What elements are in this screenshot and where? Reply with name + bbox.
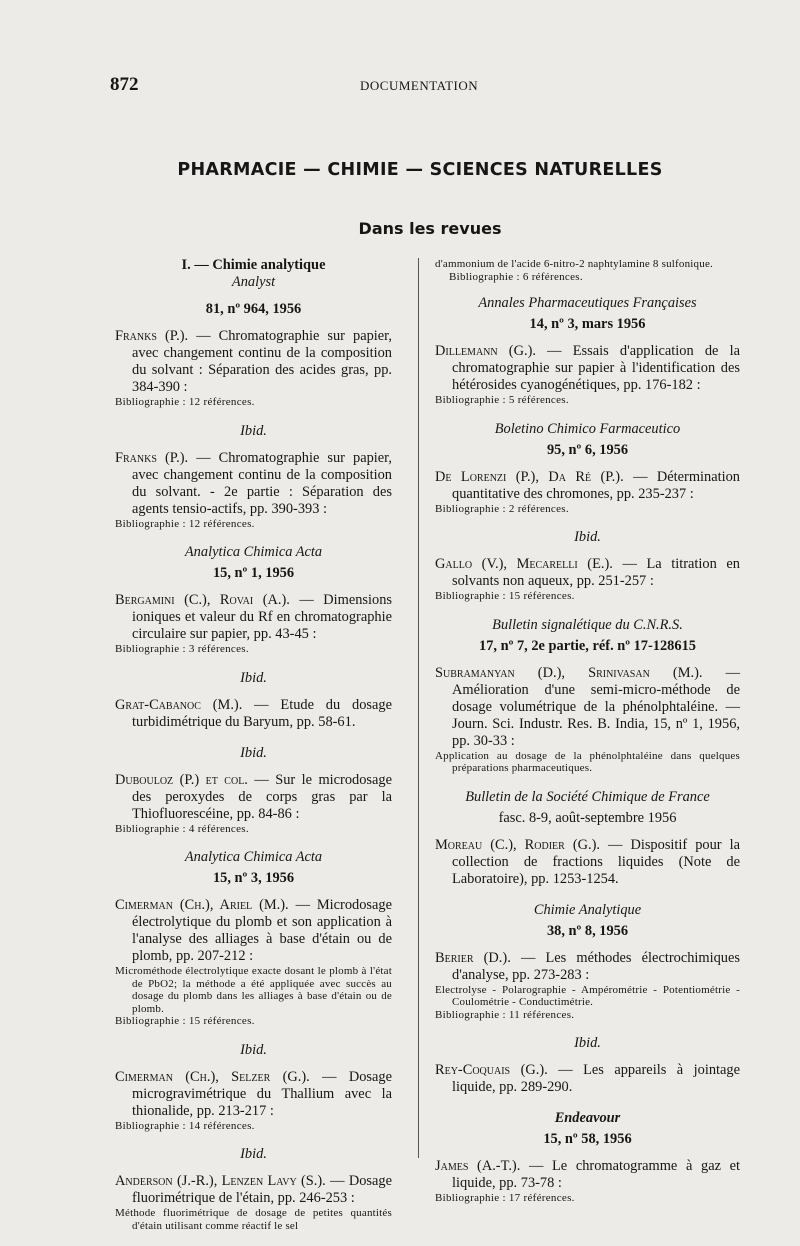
journal-title: Ibid. (240, 1041, 267, 1058)
entry-text: — Le chromatogramme à gaz et liquide, pp. 73-78 : (452, 1158, 740, 1191)
entry-text: — Les méthodes électrochimiques d'analyse, pp. 273-283 : (452, 949, 740, 983)
continued-abstract (435, 258, 740, 283)
reference-entry (115, 772, 392, 836)
subsection-title: Dans les revues (358, 219, 502, 238)
entry-bibliography: Bibliographie : 15 références. (435, 590, 575, 602)
reference-entry (115, 1173, 392, 1232)
journal-issue: 81, nº 964, 1956 (205, 301, 302, 317)
journal-title: Analytica Chimica Acta (184, 849, 323, 865)
entry-authors: Berier (D.). (435, 949, 511, 966)
entry-abstract: Microméthode électrolytique exacte dosant le plomb à l'état de PbO2; la méthode a été appliquée avec succès au dosage du plomb dans les alliages à base d'étain ou de plomb. (115, 965, 392, 1015)
entry-text: — Dosage microgravimétrique du Thallium avec la thionalide, pp. 213-217 : (132, 1068, 392, 1119)
column-divider (418, 258, 419, 1158)
entry-abstract: Méthode fluorimétrique de dosage de petites quantités d'étain utilisant comme réactif le sel (115, 1207, 392, 1232)
journal-title: Ibid. (574, 1035, 601, 1051)
entry-authors: Grat-Cabanoc (M.). (115, 696, 243, 713)
entry-bibliography: Bibliographie : 17 références. (435, 1192, 575, 1204)
journal-title: Ibid. (574, 529, 601, 545)
reference-entry (115, 897, 392, 1028)
journal-issue: 15, nº 58, 1956 (543, 1131, 632, 1147)
journal-issue: 15, nº 3, 1956 (212, 870, 295, 886)
entry-authors: Bergamini (C.), Rovai (A.). (115, 592, 290, 608)
journal-title: Bulletin de la Société Chimique de France (465, 788, 710, 805)
reference-entry (435, 343, 740, 407)
entry-text: — Chromatographie sur papier, avec changement continu de la composition du solvant. - 2e partie : Séparation des agents tensio-actifs, pp. 390-393 : (132, 449, 392, 517)
entry-authors: Subramanyan (D.), Srinivasan (M.). (435, 664, 703, 681)
entry-bibliography: Bibliographie : 3 références. (115, 643, 249, 655)
entry-text: — Amélioration d'une semi-micro-méthode de dosage volumétrique de la phénolphtaléine. — Journ. Sci. Industr. Res. B. India, 15, nº 1, 1956, pp. 30-33 : (452, 664, 740, 749)
journal-title: Endeavour (554, 1110, 621, 1126)
entry-authors: Dubouloz (P.) et col. (115, 771, 248, 788)
entry-authors: Franks (P.). (115, 449, 189, 466)
entry-bibliography: Bibliographie : 11 références. (435, 1008, 575, 1021)
journal-issue: 95, nº 6, 1956 (546, 441, 629, 458)
entry-bibliography: Bibliographie : 14 références. (115, 1119, 255, 1132)
journal-title: Ibid. (240, 1146, 267, 1162)
journal-issue: fasc. 8-9, août-septembre 1956 (498, 809, 677, 826)
entry-bibliography: Bibliographie : 12 références. (115, 517, 255, 530)
entry-text: — La titration en solvants non aqueux, pp. 251-257 : (452, 556, 740, 589)
entry-text: — Chromatographie sur papier, avec changement continu de la composition du solvant : Séparation des acides gras, pp. 384-390 : (132, 328, 392, 395)
entry-abstract: Application au dosage de la phénolphtaléine dans quelques préparations pharmaceutiques. (435, 749, 740, 774)
page-number: 872 (110, 74, 139, 95)
page-header (110, 74, 740, 96)
reference-entry (435, 1062, 740, 1096)
reference-entry (435, 556, 740, 603)
reference-entry (435, 665, 740, 775)
reference-entry (435, 950, 740, 1022)
entry-text: — Les appareils à jointage liquide, pp. 289-290. (452, 1062, 740, 1095)
entry-text: — Dimensions ioniques et valeur du Rf en chromatographie circulaire sur papier, pp. 43-45 : (132, 592, 392, 642)
entry-authors: Cimerman (Ch.), Ariel (M.). (115, 897, 289, 913)
right-column (435, 258, 740, 1219)
entry-bibliography: Bibliographie : 15 références. (115, 1015, 255, 1027)
journal-title: Analyst (231, 274, 276, 290)
reference-entry (115, 592, 392, 656)
entry-bibliography: Bibliographie : 12 références. (115, 396, 255, 408)
chapter-heading: I. — Chimie analytique (181, 257, 326, 273)
reference-entry (115, 328, 392, 409)
journal-title: Ibid. (240, 422, 267, 439)
journal-issue: 17, nº 7, 2e partie, réf. nº 17-128615 (479, 637, 696, 654)
journal-title: Analytica Chimica Acta (184, 544, 323, 560)
entry-authors: James (A.-T.). (435, 1158, 521, 1174)
entry-text: — Etude du dosage turbidimétrique du Baryum, pp. 58-61. (132, 696, 392, 730)
journal-title: Ibid. (240, 744, 267, 761)
journal-title: Ibid. (240, 669, 267, 686)
reference-entry (435, 1158, 740, 1205)
journal-title: Bulletin signalétique du C.N.R.S. (492, 616, 683, 633)
entry-bibliography: Bibliographie : 2 références. (435, 502, 569, 515)
entry-authors: De Lorenzi (P.), Da Ré (P.). (435, 468, 624, 485)
entry-bibliography: Bibliographie : 4 références. (115, 822, 249, 835)
reference-entry (115, 1069, 392, 1133)
entry-authors: Moreau (C.), Rodier (G.). (435, 836, 600, 853)
reference-entry (435, 837, 740, 888)
journal-title: Annales Pharmaceutiques Françaises (478, 295, 697, 311)
entry-text: — Sur le microdosage des peroxydes de corps gras par la Thiofluorescéine, pp. 84-86 : (132, 771, 392, 822)
entry-bibliography: Bibliographie : 6 références. (449, 270, 583, 283)
journal-title: Boletino Chimico Farmaceutico (494, 420, 681, 437)
entry-text: — Microdosage électrolytique du plomb et son application à l'analyse des alliages à base d'étain ou de plomb, pp. 207-212 : (132, 897, 393, 964)
entry-authors: Cimerman (Ch.), Selzer (G.). (115, 1068, 310, 1085)
entry-text: — Dispositif pour la collection de fractions liquides (Note de Laboratoire), pp. 1253-1254. (452, 836, 741, 887)
journal-title: Chimie Analytique (533, 901, 642, 918)
entry-authors: Rey-Coquais (G.). (435, 1062, 548, 1078)
entry-text: — Essais d'application de la chromatographie sur papier à l'identification des hétérosides cyanogénétiques, pp. 176-182 : (452, 343, 740, 393)
entry-abstract: d'ammonium de l'acide 6-nitro-2 naphtylamine 8 sulfonique. (435, 258, 713, 270)
entry-bibliography: Bibliographie : 5 références. (435, 394, 569, 406)
entry-authors: Dillemann (G.). (435, 343, 536, 359)
entry-authors: Gallo (V.), Mecarelli (E.). (435, 556, 613, 572)
section-title: PHARMACIE — CHIMIE — SCIENCES NATURELLES (177, 160, 663, 180)
left-column (115, 257, 392, 1246)
entry-text: — Détermination quantitative des chromones, pp. 235-237 : (452, 468, 740, 502)
running-head: DOCUMENTATION (360, 78, 479, 93)
entry-authors: Anderson (J.-R.), Lenzen Lavy (S.). (115, 1173, 326, 1189)
journal-issue: 38, nº 8, 1956 (546, 922, 629, 939)
reference-entry (435, 469, 740, 516)
reference-entry (115, 697, 392, 731)
entry-authors: Franks (P.). (115, 328, 189, 344)
journal-issue: 14, nº 3, mars 1956 (529, 316, 646, 332)
reference-entry (115, 450, 392, 531)
entry-abstract: Electrolyse - Polarographie - Ampérométrie - Potentiométrie - Coulométrie - Conductimétrie. (435, 983, 740, 1008)
journal-issue: 15, nº 1, 1956 (212, 565, 295, 581)
entry-text: — Dosage fluorimétrique de l'étain, pp. 246-253 : (132, 1173, 392, 1206)
